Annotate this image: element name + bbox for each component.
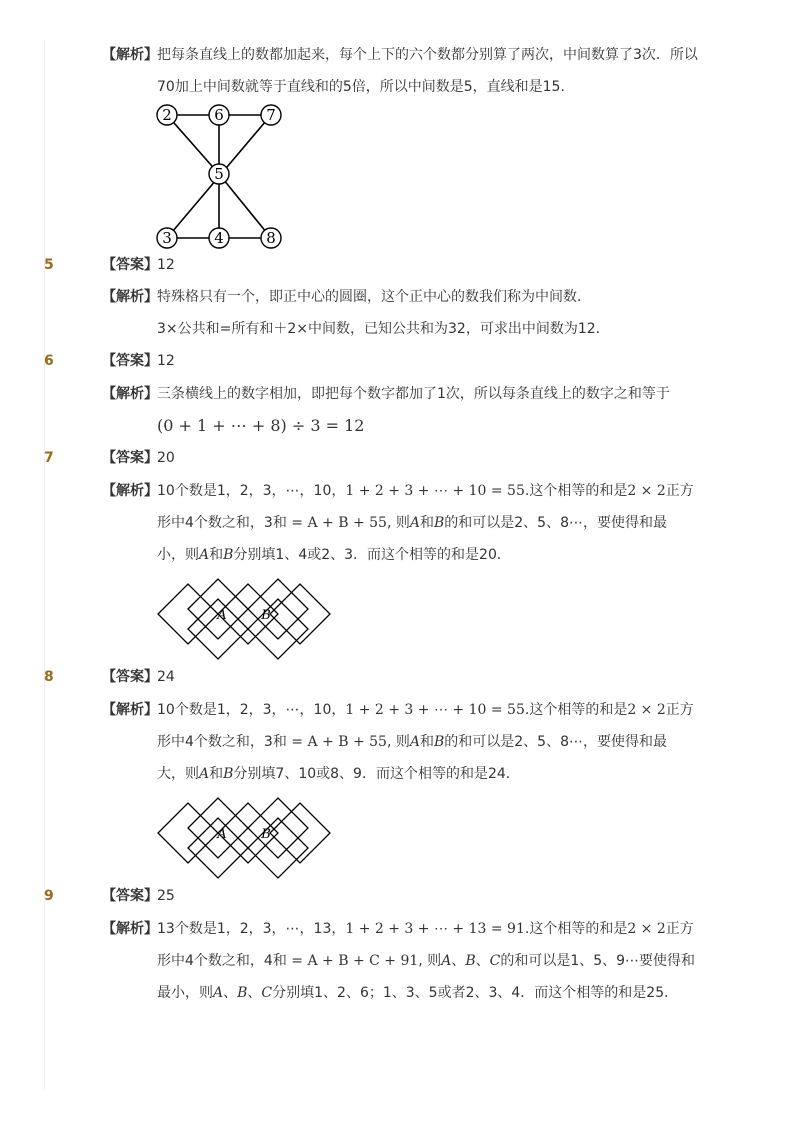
answer-value: 20 <box>157 450 175 466</box>
var-b: B <box>465 953 476 969</box>
text: .这个相等的和是 <box>524 702 628 718</box>
text: 、 <box>247 985 262 1001</box>
text: , 则 <box>418 953 442 969</box>
text: 形中4个数之和，4和 <box>157 953 287 969</box>
analysis-line-2 <box>157 513 667 533</box>
node-label: 2 <box>162 106 172 124</box>
text: 和 <box>419 515 434 531</box>
text: 、 <box>451 953 466 969</box>
analysis-label: 【解析】 <box>102 702 158 718</box>
var-b: B <box>433 734 445 750</box>
grid-label-b: B <box>261 827 271 842</box>
question-number: 9 <box>44 888 54 904</box>
analysis-label: 【解析】 <box>102 47 158 63</box>
sum-formula: = A + B + 55 <box>286 734 387 750</box>
analysis-line-1: 特殊格只有一个，即正中心的圆圈，这个正中心的数我们称为中间数． <box>157 289 591 305</box>
var-a: A <box>409 515 420 531</box>
node-label: 5 <box>214 165 224 183</box>
node-label: 3 <box>162 229 172 247</box>
analysis-line-3 <box>157 545 511 565</box>
text: 10个数是1，2，3，⋯，10， <box>157 702 346 718</box>
analysis-formula: (0 + 1 + ⋯ + 8) ÷ 3 = 12 <box>157 416 365 435</box>
grid-label-b: B <box>261 608 271 623</box>
analysis-label: 【解析】 <box>102 386 158 402</box>
text: 的和可以是2、5、8⋯，要使得和最 <box>444 515 667 531</box>
left-margin-rule <box>44 40 45 1090</box>
text: 形中4个数之和，3和 <box>157 515 287 531</box>
answer-label: 【答案】 <box>102 353 158 369</box>
answer-value: 12 <box>157 353 175 369</box>
diamond-cell <box>270 803 330 863</box>
text: 10个数是1，2，3，⋯，10， <box>157 483 346 499</box>
question-number: 8 <box>44 669 54 685</box>
text: 、 <box>475 953 490 969</box>
analysis-line-1: 三条横线上的数字相加，即把每个数字都加了1次，所以每条直线上的数字之和等于 <box>157 386 670 402</box>
question-number: 7 <box>44 450 54 466</box>
text: 正方 <box>665 483 694 499</box>
text: 的和可以是1、5、9⋯要使得和 <box>500 953 696 969</box>
grid-size: 2 × 2 <box>627 483 666 499</box>
diamond-cell <box>270 584 330 644</box>
sum-formula: 1 + 2 + 3 + ⋯ + 10 = 55 <box>345 483 525 499</box>
analysis-line-3 <box>157 983 678 1003</box>
analysis-line-1 <box>157 700 694 720</box>
text: 大，则 <box>157 766 199 782</box>
sum-formula: = A + B + C + 91 <box>286 953 419 969</box>
node-label: 8 <box>266 229 276 247</box>
analysis-label: 【解析】 <box>102 921 158 937</box>
sum-formula: 1 + 2 + 3 + ⋯ + 10 = 55 <box>345 702 525 718</box>
answer-value: 24 <box>157 669 175 685</box>
analysis-line-2: 3×公共和=所有和＋2×中间数，已知公共和为32，可求出中间数为12． <box>157 321 610 337</box>
text: 小，则 <box>157 547 199 563</box>
text: , 则 <box>386 734 410 750</box>
text: 、 <box>223 985 238 1001</box>
var-a: A <box>199 547 210 563</box>
sum-formula: = A + B + 55 <box>286 515 387 531</box>
var-b: B <box>223 547 234 563</box>
text: 分别填1、2、6；1、3、5或者2、3、4．而这个相等的和是25． <box>272 985 679 1001</box>
answer-value: 25 <box>157 888 175 904</box>
analysis-label: 【解析】 <box>102 289 158 305</box>
var-b: B <box>223 766 234 782</box>
analysis-line-1 <box>157 919 694 939</box>
var-a: A <box>441 953 452 969</box>
answer-value: 12 <box>157 257 175 273</box>
answer-label: 【答案】 <box>102 888 158 904</box>
var-a: A <box>213 985 224 1001</box>
text: 分别填1、4或2、3．而这个相等的和是20． <box>233 547 511 563</box>
text: 的和可以是2、5、8⋯，要使得和最 <box>444 734 667 750</box>
question-number: 6 <box>44 353 54 369</box>
var-a: A <box>409 734 420 750</box>
diamond-cell <box>248 599 308 659</box>
grid-size: 2 × 2 <box>627 921 666 937</box>
answer-label: 【答案】 <box>102 257 158 273</box>
analysis-line-2 <box>157 951 695 971</box>
text: 和 <box>209 547 224 563</box>
diamond-cell <box>158 803 218 863</box>
var-b: B <box>237 985 248 1001</box>
var-a: A <box>199 766 210 782</box>
var-b: B <box>433 515 445 531</box>
text: 正方 <box>665 702 694 718</box>
diamond-cell <box>248 818 308 878</box>
var-c: C <box>489 953 501 969</box>
diamond-grid <box>150 785 340 885</box>
text: 正方 <box>665 921 694 937</box>
text: 和 <box>209 766 224 782</box>
text: , 则 <box>386 515 410 531</box>
text: .这个相等的和是 <box>524 921 628 937</box>
text: .这个相等的和是 <box>524 483 628 499</box>
node-label: 6 <box>214 106 224 124</box>
analysis-line-1 <box>157 481 694 501</box>
intro-line-2: 70加上中间数就等于直线和的5倍，所以中间数是5，直线和是15． <box>157 79 575 95</box>
analysis-line-2 <box>157 732 667 752</box>
grid-label-a: A <box>217 827 227 842</box>
diamond-grid <box>150 566 340 666</box>
diamond-cell <box>158 584 218 644</box>
text: 最小，则 <box>157 985 213 1001</box>
grid-size: 2 × 2 <box>627 702 666 718</box>
diamond-cell <box>248 579 308 639</box>
text: 和 <box>419 734 434 750</box>
node-label: 7 <box>266 106 276 124</box>
intro-line-1: 把每条直线上的数都加起来，每个上下的六个数都分别算了两次，中间数算了3次．所以 <box>157 47 698 63</box>
analysis-line-3 <box>157 764 520 784</box>
sum-formula: 1 + 2 + 3 + ⋯ + 13 = 91 <box>345 921 525 937</box>
grid-label-a: A <box>217 608 227 623</box>
text: 13个数是1，2，3，⋯，13， <box>157 921 346 937</box>
var-c: C <box>261 985 273 1001</box>
text: 形中4个数之和，3和 <box>157 734 287 750</box>
diamond-cell <box>248 798 308 858</box>
star-diagram <box>150 100 290 250</box>
node-label: 4 <box>214 229 224 247</box>
text: 分别填7、10或8、9．而这个相等的和是24． <box>233 766 520 782</box>
question-number: 5 <box>44 257 54 273</box>
analysis-label: 【解析】 <box>102 483 158 499</box>
answer-label: 【答案】 <box>102 450 158 466</box>
answer-label: 【答案】 <box>102 669 158 685</box>
